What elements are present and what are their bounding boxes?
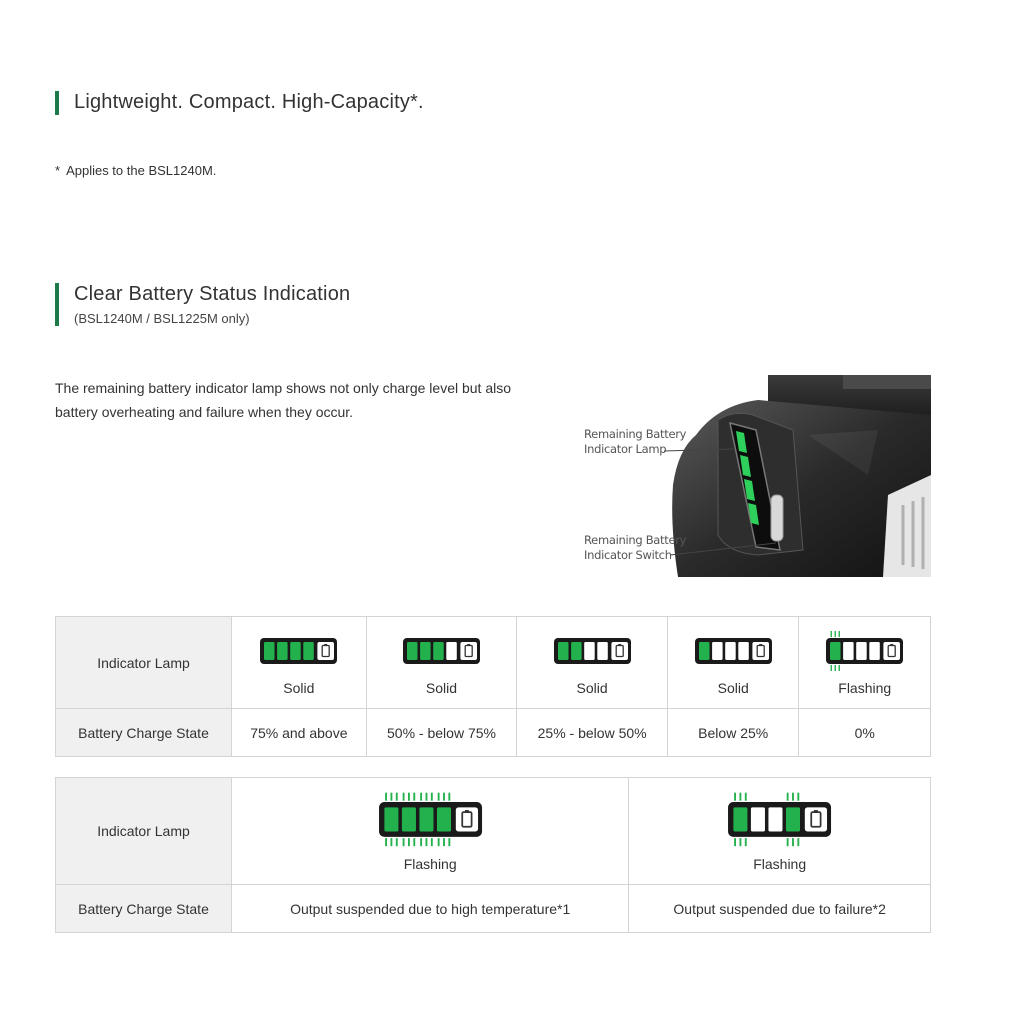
lamp-segment (419, 807, 433, 831)
battery-lamp-graphic (251, 629, 346, 673)
lamp-cell (366, 617, 517, 709)
section-title: Lightweight. Compact. High-Capacity*. (74, 91, 424, 113)
lamp-segment (856, 642, 867, 660)
lamp-segment (725, 642, 736, 660)
lamp-segment (738, 642, 749, 660)
callout-line: Indicator Lamp (584, 442, 667, 456)
lamp-segment (712, 642, 723, 660)
lamp-segment (433, 642, 444, 660)
lamp-segment (264, 642, 275, 660)
footnote-mark: * (55, 163, 61, 178)
callout-line: Indicator Switch (584, 548, 672, 562)
lamp-segment (277, 642, 288, 660)
lamp-cell (232, 778, 629, 885)
lamp-segment (558, 642, 569, 660)
footnote-text: Applies to the BSL1240M. (66, 163, 217, 178)
lamp-segment (843, 642, 854, 660)
lamp-segment (437, 807, 451, 831)
battery-lamp-graphic (545, 629, 640, 673)
table-row (56, 617, 931, 709)
lamp-segment (291, 642, 302, 660)
lamp-cell (629, 778, 931, 885)
section-heading-lightweight (55, 91, 424, 115)
charge-state-cell: Output suspended due to high temperature*1 (232, 885, 629, 933)
section-description: The remaining battery indicator lamp shows not only charge level but also battery overheating and failure when they occur. (55, 380, 512, 420)
row-header: Indicator Lamp (56, 778, 232, 885)
callout-line: Remaining Battery (584, 533, 687, 547)
section-subtitle: (BSL1240M / BSL1225M only) (74, 311, 250, 326)
battery-lamp-graphic (394, 629, 489, 673)
lamp-segment (769, 807, 783, 831)
battery-lamp-icon (629, 790, 930, 849)
charge-level-table (55, 616, 931, 757)
battery-lamp-icon (367, 629, 517, 673)
lamp-mode: Solid (576, 680, 608, 696)
footnote (55, 163, 216, 178)
callout-indicator-switch (584, 533, 686, 563)
lamp-segment (597, 642, 608, 660)
lamp-segment (734, 807, 748, 831)
row-header: Indicator Lamp (56, 617, 232, 709)
lamp-segment (830, 642, 841, 660)
battery-lamp-graphic (686, 629, 781, 673)
lamp-segment (407, 642, 418, 660)
charge-state-cell: 75% and above (232, 709, 367, 757)
table-row (56, 885, 931, 933)
lamp-mode: Flashing (403, 855, 457, 872)
lamp-cell (232, 617, 367, 709)
lamp-segment (870, 642, 881, 660)
lamp-segment (699, 642, 710, 660)
battery-lamp-icon (232, 629, 366, 673)
battery-lamp-graphic (367, 790, 494, 849)
lamp-segment (402, 807, 416, 831)
lamp-mode: Solid (283, 680, 315, 696)
battery-lamp-icon (517, 629, 667, 673)
battery-lamp-graphic (817, 629, 912, 673)
section-title: Clear Battery Status Indication (74, 283, 351, 305)
charge-state-cell: Output suspended due to failure*2 (629, 885, 931, 933)
section-heading-battery-status (55, 283, 350, 326)
callout-line: Remaining Battery (584, 427, 687, 441)
lamp-segment (571, 642, 582, 660)
battery-lamp-icon (799, 629, 930, 673)
lamp-segment (751, 807, 765, 831)
lamp-cell (517, 617, 668, 709)
table-row (56, 709, 931, 757)
lamp-segment (420, 642, 431, 660)
battery-lamp-icon (232, 790, 628, 849)
lamp-segment (786, 807, 800, 831)
callout-indicator-lamp (584, 427, 686, 457)
lamp-segment (446, 642, 457, 660)
row-header: Battery Charge State (56, 709, 232, 757)
lamp-mode: Flashing (838, 680, 892, 696)
lamp-cell (799, 617, 931, 709)
lamp-segment (304, 642, 315, 660)
lamp-segment (384, 807, 398, 831)
fault-state-table (55, 777, 931, 933)
lamp-segment (584, 642, 595, 660)
battery-lamp-icon (668, 629, 799, 673)
charge-state-cell: 50% - below 75% (366, 709, 517, 757)
charge-state-cell: 25% - below 50% (517, 709, 668, 757)
charge-state-cell: 0% (799, 709, 931, 757)
lamp-mode: Flashing (753, 855, 807, 872)
lamp-mode: Solid (717, 680, 749, 696)
table-row (56, 778, 931, 885)
battery-photo (578, 375, 931, 577)
lamp-cell (667, 617, 799, 709)
battery-lamp-graphic (716, 790, 843, 849)
lamp-mode: Solid (425, 680, 458, 696)
charge-state-cell: Below 25% (667, 709, 799, 757)
row-header: Battery Charge State (56, 885, 232, 933)
